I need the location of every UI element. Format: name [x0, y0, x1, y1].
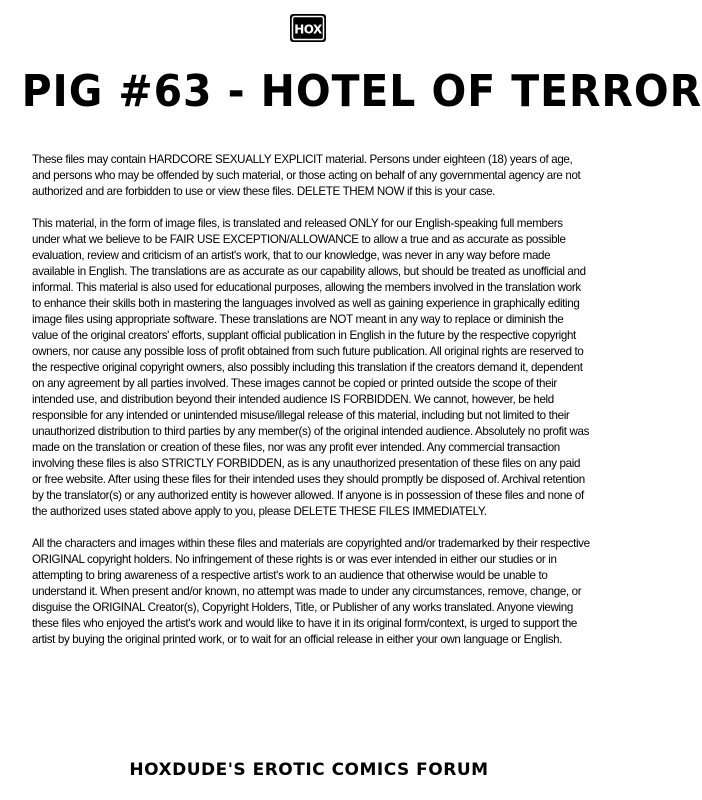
hox-logo-icon: [290, 14, 326, 42]
warning-paragraph: These files may contain HARDCORE SEXUALLY EXPLICIT material. Persons under eighteen (18) years of age, and persons who may be offended by such material, or those acting on behalf of any governmental agency are not authorized and are forbidden to use or view these files. DELETE THEM NOW if this is your case.: [32, 153, 581, 198]
copyright-paragraph: All the characters and images within these files and materials are copyrighted and/or trademarked by their respective ORIGINAL copyright holders. No infringement of these rights is or was ever intended in either our studies or in attempting to bring awareness of a respective artist's work to an audience that otherwise would be unable to understand it. When present and/or known, no attempt was made to under any circumstances, remove, change, or disguise the ORIGINAL Creator(s), Copyright Holders, Title, or Publisher of any works translated. Anyone viewing these files who enjoyed the artist's work and would like to have it in its original form/context, is urged to support the artist by buying the original printed work, or to wait for an official release in either your own language or English.: [32, 537, 590, 646]
hox-logo-graphic: [290, 14, 326, 42]
logo-text: HOX: [294, 22, 322, 37]
forum-footer: HOXDUDE'S EROTIC COMICS FORUM: [129, 760, 489, 780]
fair-use-paragraph: This material, in the form of image files, is translated and released ONLY for our English-speaking full members under what we believe to be FAIR USE EXCEPTION/ALLOWANCE to allow a true and as accurate as possible evaluation, review and criticism of an artist's work, that to our knowledge, was never in any way before made available in English. The translations are as accurate as our capability allows, but should be treated as unofficial and informal. This material is also used for educational purposes, allowing the members involved in the translation work to enhance their skills both in mastering the languages involved as well as gaining experience in graphically editing image files using appropriate software. These translations are NOT meant in any way to replace or diminish the value of the original creators' efforts, supplant official publication in English in the future by the respective copyright owners, nor cause any possible loss of profit obtained from such future publication. All original rights are reserved to the respective original copyright owners, also possibly including this translation if the creators demand it, dependent on any agreement by all parties involved. These images cannot be copied or printed outside the scope of their intended use, and distribution beyond their intended audience IS FORBIDDEN. We cannot, however, be held responsible for any intended or unintended misuse/illegal release of this material, including but not limited to their unauthorized distribution to third parties by any member(s) of the original intended audience. Absolutely no profit was made on the translation or creation of these files, nor was any profit ever intended. Any commercial transaction involving these files is also STRICTLY FORBIDDEN, as is any unauthorized presentation of these files on any paid or free website. After using these files for their intended uses they should promptly be disposed of. Archival retention by the translator(s) or any authorized entity is however allowed. If anyone is in possession of these files and none of the authorized uses stated above apply to you, please DELETE THESE FILES IMMEDIATELY.: [32, 217, 590, 518]
disclaimer-body: [32, 152, 590, 664]
page-title: PIG #63 - HOTEL OF TERROR: [21, 66, 702, 117]
